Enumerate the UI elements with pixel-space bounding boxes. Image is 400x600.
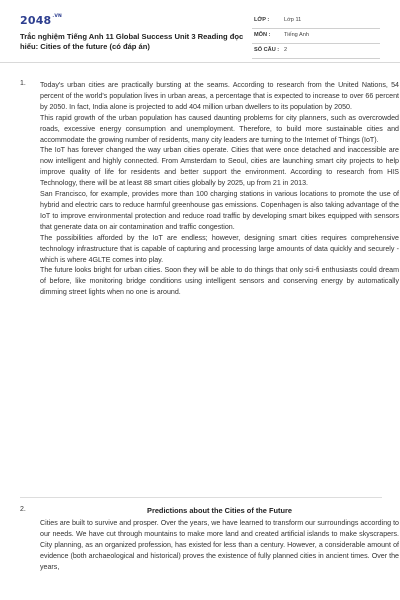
logo-sup: .VN: [52, 14, 62, 19]
paragraph: This rapid growth of the urban population has caused daunting problems for city planners, such as overcrowded roads, excessive energy consumption and unemployment. Therefore, to build more sustainable cities and accommodate the growing number of residents, many city leaders are turning to the Internet of Things (IoT).: [40, 113, 399, 144]
reading-passage: [40, 518, 399, 573]
question-divider: [20, 497, 382, 498]
document-title: Trắc nghiệm Tiếng Anh 11 Global Success Unit 3 Reading đọc hiểu: Cities of the future (có đáp án): [20, 32, 244, 51]
paragraph: Cities are built to survive and prosper. Over the years, we have learned to transform our surroundings according to our needs. We have cut through mountains to make more land and created artificial islands to make skyscrapers. City planning, as an organized profession, has existed for less than a century. However, a considerable amount of evidence (both archaeological and historical) proves the existence of fully planned cities in ancient times. Over the years,: [40, 519, 399, 571]
passage-title: Predictions about the Cities of the Future: [147, 506, 292, 515]
site-logo[interactable]: [20, 14, 62, 27]
meta-class-value: Lớp 11: [284, 17, 302, 23]
meta-subject: [252, 29, 380, 44]
meta-class: [252, 14, 380, 29]
meta-subject-label: MÔN :: [254, 32, 271, 38]
meta-count-value: 2: [284, 47, 288, 53]
paragraph: Today's urban cities are practically bursting at the seams. According to research from the United Nations, 54 percent of the world's population lives in urban areas, a percentage that is expected to increase to over 66 percent by 2050. In fact, India alone is projected to add 404 million urban dwellers to its population by 2050.: [40, 81, 399, 111]
paragraph: San Francisco, for example, provides more than 100 charging stations in various locations to promote the use of hybrid and electric cars to reduce harmful greenhouse gas emissions. Copenhagen is also taking advantage of the IoT to improve environmental protection and reduce road traffic by developing smart bikes equipped with sensors that generate data on air contamination and traffic congestion.: [40, 190, 399, 231]
meta-count-label: SỐ CÂU :: [254, 47, 280, 53]
logo-text: 2048: [20, 14, 52, 27]
paragraph: The IoT has forever changed the way urban cities operate. Cities that were once detached and inaccessible are now intelligent and highly connected. From Amsterdam to Seoul, cities are launching smart city projects to help improve quality of life for residents and better support the environment. According to research from HIS Technology, there will be at least 88 smart cities globally by 2025, up from 21 in 2013.: [40, 146, 399, 188]
paragraph: The future looks bright for urban cities. Soon they will be able to do things that only sci-fi enthusiasts could dream of before, like monitoring bridge conditions using intelligent sensors and conserving energy by automatically dimming street lights when no one is around.: [40, 266, 399, 297]
meta-question-count: [252, 44, 380, 59]
page-header: [0, 0, 400, 63]
reading-passage: [40, 80, 399, 298]
question-number: 2.: [20, 506, 26, 513]
meta-class-label: LỚP :: [254, 17, 270, 23]
question-number: 1.: [20, 80, 26, 87]
paragraph: The possibilities afforded by the IoT are endless; however, designing smart cities requires comprehensive technology infrastructure that is capable of capturing and processing large amounts of data quickly and securely - which is where 4GLTE comes into play.: [40, 233, 399, 264]
meta-subject-value: Tiếng Anh: [284, 32, 309, 38]
